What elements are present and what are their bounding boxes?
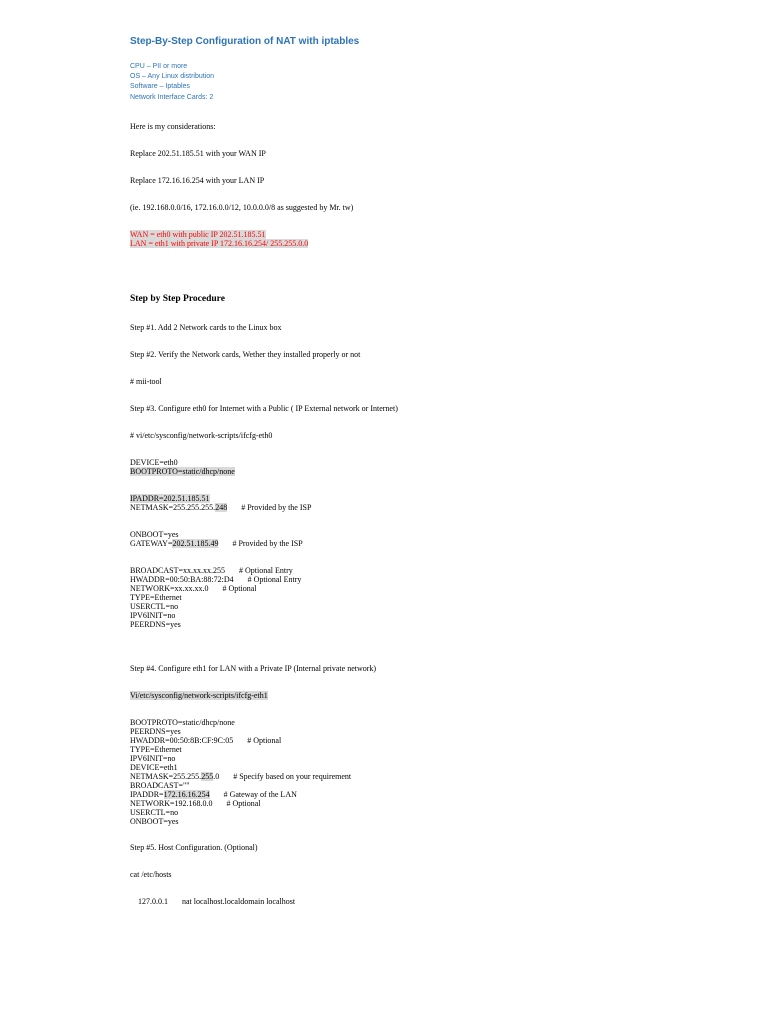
eth0-bootproto-line <box>130 467 235 476</box>
document-title: Step-By-Step Configuration of NAT with iptables <box>130 36 360 47</box>
eth0-onboot: ONBOOT=yes <box>130 530 179 539</box>
considerations-text: Here is my considerations: <box>130 122 216 131</box>
wan-line <box>130 230 266 239</box>
meta-os: OS – Any Linux distribution <box>130 73 215 80</box>
eth1-type: TYPE=Ethernet <box>130 745 182 754</box>
eth0-broadcast-comment: # Optional Entry <box>238 566 293 575</box>
eth1-netmask-octet: 255 <box>201 772 214 781</box>
replace-lan-text: Replace 172.16.16.254 with your LAN IP <box>130 176 265 185</box>
vi-eth0-command: # vi/etc/sysconfig/network-scripts/ifcfg-eth0 <box>130 431 273 440</box>
step4-text: Step #4. Configure eth1 for LAN with a Private IP (Internal private network) <box>130 664 377 673</box>
eth0-network: NETWORK=xx.xx.xx.0 <box>130 584 209 593</box>
ranges-text: (ie. 192.168.0.0/16, 172.16.0.0/12, 10.0.0.0/8 as suggested by Mr. tw) <box>130 203 354 212</box>
eth1-ipaddr: IPADDR= <box>130 790 164 799</box>
step1-text: Step #1. Add 2 Network cards to the Linux box <box>130 323 282 332</box>
meta-software: Software – Iptables <box>130 83 190 90</box>
eth1-network: NETWORK=192.168.0.0 <box>130 799 213 808</box>
eth1-userctl: USERCTL=no <box>130 808 179 817</box>
eth0-gateway-comment: # Provided by the ISP <box>232 539 303 548</box>
eth0-type: TYPE=Ethernet <box>130 593 182 602</box>
step3-text: Step #3. Configure eth0 for Internet with a Public ( IP External network or Internet) <box>130 404 398 413</box>
eth1-netmask-comment: # Specify based on your requirement <box>233 772 352 781</box>
eth1-network-comment: # Optional <box>226 799 261 808</box>
eth1-network-line <box>130 799 261 808</box>
eth0-broadcast-line <box>130 566 293 575</box>
eth0-ipaddr: IPADDR=202.51.185.51 <box>130 494 210 503</box>
lan-line <box>130 239 308 248</box>
eth0-netmask-octet: 248 <box>215 503 228 512</box>
eth1-broadcast: BROADCAST="" <box>130 781 190 790</box>
eth0-gateway-ip: 202.51.185.49 <box>172 539 219 548</box>
hosts-names: nat localhost.localdomain localhost <box>182 897 296 906</box>
eth0-userctl: USERCTL=no <box>130 602 179 611</box>
hosts-ip: 127.0.0.1 <box>138 897 168 906</box>
replace-wan-text: Replace 202.51.185.51 with your WAN IP <box>130 149 266 158</box>
eth1-netmask-tail: .0 <box>213 772 220 781</box>
eth0-gateway: GATEWAY= <box>130 539 173 548</box>
vi-eth1-line <box>130 691 268 700</box>
eth0-netmask: NETMASK=255.255.255. <box>130 503 216 512</box>
meta-cpu: CPU – PII or more <box>130 63 188 70</box>
eth1-ipaddr-comment: # Gateway of the LAN <box>223 790 297 799</box>
lan-highlight: LAN = eth1 with private IP 172.16.16.254/ 255.255.0.0 <box>130 239 309 248</box>
eth1-onboot: ONBOOT=yes <box>130 817 179 826</box>
eth1-netmask: NETMASK=255.255. <box>130 772 202 781</box>
step2-text: Step #2. Verify the Network cards, Wether they installed properly or not <box>130 350 361 359</box>
eth0-gateway-line <box>130 539 303 548</box>
eth0-hwaddr-comment: # Optional Entry <box>247 575 302 584</box>
eth0-peerdns: PEERDNS=yes <box>130 620 181 629</box>
eth0-device: DEVICE=eth0 <box>130 458 178 467</box>
eth1-device: DEVICE=eth1 <box>130 763 178 772</box>
eth0-hwaddr: HWADDR=00:50:BA:88:72:D4 <box>130 575 234 584</box>
eth0-netmask-line <box>130 503 311 512</box>
eth1-netmask-line <box>130 772 351 781</box>
eth1-ipv6init: IPV6INIT=no <box>130 754 176 763</box>
eth0-bootproto: BOOTPROTO=static/dhcp/none <box>130 467 235 476</box>
mii-tool-command: # mii-tool <box>130 377 162 386</box>
step5-text: Step #5. Host Configuration. (Optional) <box>130 843 258 852</box>
eth0-network-line <box>130 584 257 593</box>
eth0-netmask-comment: # Provided by the ISP <box>241 503 312 512</box>
eth1-ipaddr-value: 172.16.16.254 <box>163 790 210 799</box>
eth0-network-comment: # Optional <box>222 584 257 593</box>
wan-highlight: WAN = eth0 with public IP 202.51.185.51 <box>130 230 266 239</box>
eth1-hwaddr-line <box>130 736 281 745</box>
hosts-entry-line <box>138 897 295 906</box>
eth1-ipaddr-line <box>130 790 297 799</box>
cat-hosts-command: cat /etc/hosts <box>130 870 172 879</box>
procedure-heading: Step by Step Procedure <box>130 294 225 304</box>
eth1-peerdns: PEERDNS=yes <box>130 727 181 736</box>
eth0-hwaddr-line <box>130 575 301 584</box>
eth1-bootproto: BOOTPROTO=static/dhcp/none <box>130 718 235 727</box>
eth1-hwaddr: HWADDR=00:50:8B:CF:9C:05 <box>130 736 234 745</box>
eth0-ipv6init: IPV6INIT=no <box>130 611 176 620</box>
vi-eth1-command: Vi/etc/sysconfig/network-scripts/ifcfg-eth1 <box>130 691 268 700</box>
eth0-broadcast: BROADCAST=xx.xx.xx.255 <box>130 566 225 575</box>
eth1-hwaddr-comment: # Optional <box>247 736 282 745</box>
meta-nics: Network Interface Cards: 2 <box>130 94 214 101</box>
eth0-ipaddr-line <box>130 494 210 503</box>
